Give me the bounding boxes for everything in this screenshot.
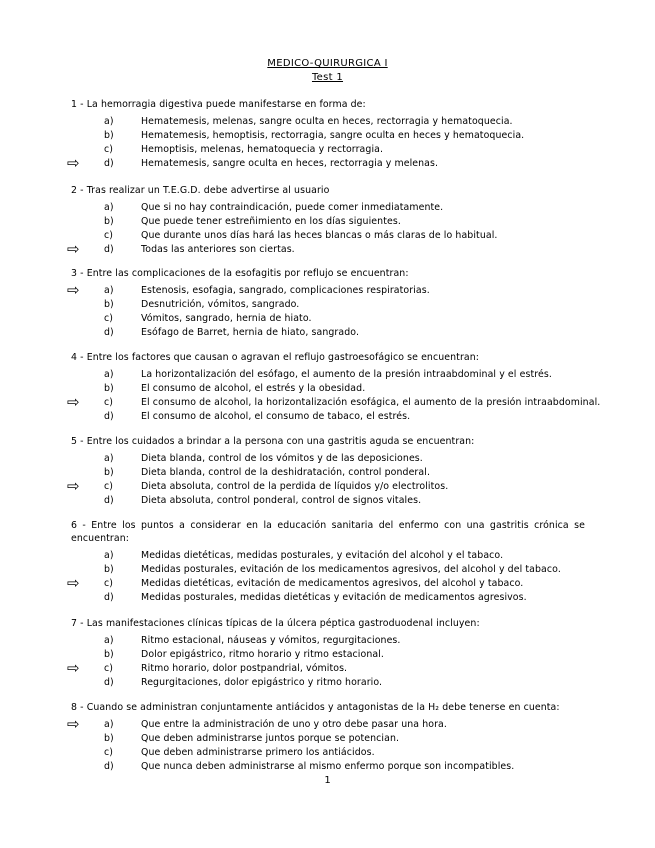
- option-letter: b): [104, 733, 114, 744]
- answer-option: [71, 410, 591, 424]
- option-text: Regurgitaciones, dolor epigástrico y ritmo horario.: [141, 677, 383, 688]
- question-text: 3 - Entre las complicaciones de la esofagitis por reflujo se encuentran:: [71, 268, 409, 279]
- question-text: 5 - Entre los cuidados a brindar a la persona con una gastritis aguda se encuentran:: [71, 436, 475, 447]
- question-text: 4 - Entre los factores que causan o agravan el reflujo gastroesofágico se encuentran:: [71, 352, 480, 363]
- answer-option: [67, 393, 601, 411]
- question-text: 2 - Tras realizar un T.E.G.D. debe advertirse al usuario: [71, 185, 330, 196]
- correct-answer-arrow-icon: ⇨: [67, 393, 80, 411]
- answer-option: [71, 549, 591, 563]
- option-text: Medidas posturales, evitación de los medicamentos agresivos, del alcohol y del tabaco.: [141, 564, 561, 575]
- option-letter: a): [104, 550, 114, 561]
- answer-option: [71, 298, 591, 312]
- correct-answer-arrow-icon: ⇨: [67, 477, 80, 495]
- answer-option: [67, 715, 591, 733]
- answer-option: [71, 129, 591, 143]
- option-letter: b): [104, 467, 114, 478]
- option-text: Hematemesis, sangre oculta en heces, rectorragia y melenas.: [141, 158, 439, 169]
- option-letter: b): [104, 130, 114, 141]
- correct-answer-arrow-icon: ⇨: [67, 154, 80, 172]
- option-letter: c): [104, 230, 114, 241]
- question-3: [67, 267, 591, 340]
- option-letter: b): [104, 299, 114, 310]
- question-4: [67, 351, 601, 424]
- question-2: [67, 184, 591, 258]
- option-letter: a): [104, 285, 114, 296]
- question-6: [67, 519, 591, 605]
- correct-answer-arrow-icon: ⇨: [67, 659, 80, 677]
- option-text: Que deben administrarse juntos porque se potencian.: [141, 733, 400, 744]
- answer-option: [71, 732, 591, 746]
- option-letter: d): [104, 495, 114, 506]
- document-subtitle: Test 1: [311, 72, 344, 83]
- option-text: Que durante unos días hará las heces blancas o más claras de lo habitual.: [141, 230, 498, 241]
- option-text: Que entre la administración de uno y otro debe pasar una hora.: [141, 719, 447, 730]
- option-letter: d): [104, 761, 114, 772]
- answer-option: [71, 382, 591, 396]
- answer-option: [67, 154, 591, 172]
- option-text: Todas las anteriores son ciertas.: [141, 244, 295, 255]
- option-text: El consumo de alcohol, el consumo de tabaco, el estrés.: [141, 411, 411, 422]
- option-text: Medidas dietéticas, evitación de medicamentos agresivos, del alcohol y tabaco.: [141, 578, 524, 589]
- option-letter: d): [104, 327, 114, 338]
- option-text: La horizontalización del esófago, el aumento de la presión intraabdominal y el estrés.: [141, 369, 552, 380]
- document-title: MEDICO-QUIRURGICA I: [267, 58, 388, 69]
- question-1: [67, 98, 591, 172]
- correct-answer-arrow-icon: ⇨: [67, 281, 80, 299]
- question-text: 8 - Cuando se administran conjuntamente antiácidos y antagonistas de la H₂ debe tenerse en cuenta:: [71, 702, 560, 713]
- option-letter: d): [104, 592, 114, 603]
- option-letter: a): [104, 369, 114, 380]
- answer-option: [71, 452, 591, 466]
- answer-option: [67, 281, 591, 299]
- answer-option: [71, 676, 591, 690]
- correct-answer-arrow-icon: ⇨: [67, 574, 80, 592]
- question-text: 1 - La hemorragia digestiva puede manifestarse en forma de:: [71, 99, 366, 110]
- option-text: Medidas dietéticas, medidas posturales, y evitación del alcohol y el tabaco.: [141, 550, 504, 561]
- option-text: Ritmo estacional, náuseas y vómitos, regurgitaciones.: [141, 635, 401, 646]
- answer-option: [71, 760, 591, 774]
- answer-option: [71, 494, 591, 508]
- answer-option: [71, 746, 591, 760]
- option-text: El consumo de alcohol, el estrés y la obesidad.: [141, 383, 366, 394]
- option-letter: c): [104, 313, 114, 324]
- answer-option: [71, 634, 591, 648]
- option-letter: b): [104, 564, 114, 575]
- answer-option: [67, 574, 591, 592]
- answer-option: [71, 648, 591, 662]
- answer-option: [71, 326, 591, 340]
- option-text: Que si no hay contraindicación, puede comer inmediatamente.: [141, 202, 444, 213]
- answer-option: [71, 143, 591, 157]
- option-letter: d): [104, 244, 114, 255]
- question-text: 6 - Entre los puntos a considerar en la educación sanitaria del enfermo con una gastritis crónica se encuentran:: [71, 520, 585, 544]
- question-text: 7 - Las manifestaciones clínicas típicas de la úlcera péptica gastroduodenal incluyen:: [71, 618, 480, 629]
- option-text: Dolor epigástrico, ritmo horario y ritmo estacional.: [141, 649, 385, 660]
- option-text: Desnutrición, vómitos, sangrado.: [141, 299, 300, 310]
- option-letter: a): [104, 635, 114, 646]
- option-text: Dieta absoluta, control de la perdida de líquidos y/o electrolitos.: [141, 481, 449, 492]
- option-text: Hematemesis, melenas, sangre oculta en heces, rectorragia y hematoquecia.: [141, 116, 513, 127]
- option-letter: b): [104, 649, 114, 660]
- answer-option: [71, 591, 591, 605]
- option-letter: c): [104, 397, 114, 408]
- option-letter: a): [104, 116, 114, 127]
- answer-option: [71, 201, 591, 215]
- answer-option: [71, 563, 591, 577]
- option-letter: c): [104, 144, 114, 155]
- answer-option: [71, 215, 591, 229]
- answer-option: [71, 229, 591, 243]
- correct-answer-arrow-icon: ⇨: [67, 240, 80, 258]
- option-letter: b): [104, 383, 114, 394]
- option-letter: d): [104, 677, 114, 688]
- option-letter: c): [104, 578, 114, 589]
- option-letter: d): [104, 158, 114, 169]
- answer-option: [71, 368, 591, 382]
- answer-option: [67, 240, 591, 258]
- option-letter: c): [104, 481, 114, 492]
- option-text: Dieta blanda, control de los vómitos y de las deposiciones.: [141, 453, 423, 464]
- question-8: [67, 701, 591, 774]
- answer-option: [67, 659, 591, 677]
- page-number: 1: [324, 775, 331, 786]
- option-text: Que deben administrarse primero los antiácidos.: [141, 747, 375, 758]
- option-letter: d): [104, 411, 114, 422]
- option-text: Estenosis, esofagia, sangrado, complicaciones respiratorias.: [141, 285, 430, 296]
- option-text: Dieta absoluta, control ponderal, control de signos vitales.: [141, 495, 422, 506]
- option-text: Ritmo horario, dolor postpandrial, vómitos.: [141, 663, 348, 674]
- option-text: Que puede tener estreñimiento en los días siguientes.: [141, 216, 401, 227]
- option-letter: a): [104, 453, 114, 464]
- option-text: Medidas posturales, medidas dietéticas y evitación de medicamentos agresivos.: [141, 592, 527, 603]
- option-text: Vómitos, sangrado, hernia de hiato.: [141, 313, 312, 324]
- answer-option: [71, 312, 591, 326]
- question-7: [67, 617, 591, 690]
- correct-answer-arrow-icon: ⇨: [67, 715, 80, 733]
- answer-option: [71, 466, 591, 480]
- option-letter: c): [104, 663, 114, 674]
- option-text: Hemoptisis, melenas, hematoquecia y rectorragia.: [141, 144, 384, 155]
- option-letter: a): [104, 719, 114, 730]
- answer-option: [71, 115, 591, 129]
- option-text: Que nunca deben administrarse al mismo enfermo porque son incompatibles.: [141, 761, 515, 772]
- option-text: Esófago de Barret, hernia de hiato, sangrado.: [141, 327, 360, 338]
- option-letter: b): [104, 216, 114, 227]
- question-5: [67, 435, 591, 508]
- option-text: Hematemesis, hemoptisis, rectorragia, sangre oculta en heces y hematoquecia.: [141, 130, 525, 141]
- answer-option: [67, 477, 591, 495]
- option-text: Dieta blanda, control de la deshidratación, control ponderal.: [141, 467, 431, 478]
- option-letter: c): [104, 747, 114, 758]
- option-letter: a): [104, 202, 114, 213]
- option-text: El consumo de alcohol, la horizontalización esofágica, el aumento de la presión intraabdominal.: [141, 397, 601, 408]
